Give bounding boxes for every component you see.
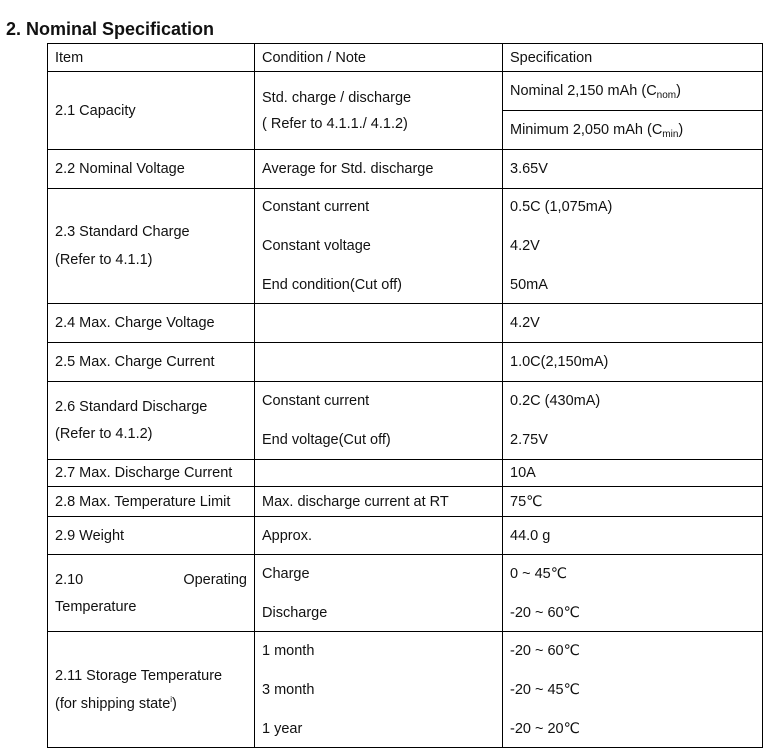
spec-line: -20 ~ 60℃ — [510, 604, 580, 621]
table-row-standard-charge — [48, 189, 763, 304]
cell-condition — [255, 304, 503, 343]
condition-line: Constant current — [262, 393, 370, 409]
table-row-capacity — [48, 72, 763, 111]
table-row-weight — [48, 517, 763, 555]
cell-condition-storage-temperature — [255, 632, 503, 748]
item-line: (Refer to 4.1.1) — [55, 252, 153, 268]
cell-spec: 4.2V — [503, 304, 763, 343]
cell-spec-standard-charge — [503, 189, 763, 304]
header-specification: Specification — [503, 44, 763, 72]
spec-line: -20 ~ 45℃ — [510, 681, 580, 698]
condition-line: Constant voltage — [262, 238, 371, 254]
cell-item: 2.4 Max. Charge Voltage — [48, 304, 255, 343]
spec-text-end: ) — [676, 83, 681, 99]
item-line: 2.6 Standard Discharge — [55, 399, 208, 415]
nominal-specification-table — [47, 43, 763, 748]
cell-condition — [255, 343, 503, 382]
table-row-max-charge-voltage — [48, 304, 763, 343]
table-row-storage-temperature — [48, 632, 763, 748]
item-line: 2.3 Standard Charge — [55, 224, 190, 240]
cell-spec-capacity-min — [503, 111, 763, 150]
spec-line: 0 ~ 45℃ — [510, 565, 568, 582]
cell-item-storage-temperature — [48, 632, 255, 748]
cell-spec-storage-temperature — [503, 632, 763, 748]
cell-spec: 44.0 g — [503, 517, 763, 555]
table-row-max-charge-current — [48, 343, 763, 382]
spec-line: 4.2V — [510, 238, 540, 254]
table-row-max-discharge-current — [48, 460, 763, 487]
condition-line: ( Refer to 4.1.1./ 4.1.2) — [262, 115, 408, 132]
cell-condition: Approx. — [255, 517, 503, 555]
condition-line: Discharge — [262, 604, 328, 621]
cell-spec-operating-temperature — [503, 555, 763, 632]
spec-text: Nominal 2,150 mAh (C — [510, 83, 657, 99]
cell-item-standard-discharge — [48, 382, 255, 460]
item-text-end: ) — [172, 695, 177, 712]
spec-text: Minimum 2,050 mAh (C — [510, 122, 663, 138]
item-word: Operating — [183, 571, 247, 588]
footnote-marker: i — [170, 694, 173, 704]
table-row-operating-temperature — [48, 555, 763, 632]
spec-line: 0.5C (1,075mA) — [510, 199, 613, 215]
header-row — [48, 44, 763, 72]
cell-item-standard-charge — [48, 189, 255, 304]
subscript-min: min — [662, 129, 679, 140]
cell-condition: Average for Std. discharge — [255, 150, 503, 189]
spec-line: -20 ~ 60℃ — [510, 642, 580, 659]
condition-line: 1 year — [262, 720, 303, 737]
item-line: 2.11 Storage Temperature — [55, 667, 223, 684]
cell-spec: 10A — [503, 460, 763, 487]
condition-line: End condition(Cut off) — [262, 277, 402, 293]
table-row-standard-discharge — [48, 382, 763, 460]
condition-line: Std. charge / discharge — [262, 89, 412, 106]
cell-spec-standard-discharge — [503, 382, 763, 460]
cell-condition-standard-charge — [255, 189, 503, 304]
cell-item: 2.5 Max. Charge Current — [48, 343, 255, 382]
condition-line: 1 month — [262, 642, 315, 659]
item-number: 2.10 — [55, 571, 84, 588]
cell-condition-operating-temperature — [255, 555, 503, 632]
subscript-nom: nom — [656, 90, 677, 101]
item-text: (for shipping state — [55, 695, 171, 712]
item-line: (Refer to 4.1.2) — [55, 426, 153, 442]
cell-spec: 3.65V — [503, 150, 763, 189]
condition-line: End voltage(Cut off) — [262, 432, 391, 448]
cell-condition-standard-discharge — [255, 382, 503, 460]
cell-item: 2.7 Max. Discharge Current — [48, 460, 255, 487]
cell-condition — [255, 460, 503, 487]
cell-item-capacity: 2.1 Capacity — [48, 72, 255, 150]
item-line — [55, 694, 247, 714]
cell-item: 2.8 Max. Temperature Limit — [48, 487, 255, 517]
section-heading: 2. Nominal Specification — [6, 19, 215, 39]
condition-line: Constant current — [262, 199, 370, 215]
cell-spec-capacity-nominal — [503, 72, 763, 111]
header-item: Item — [48, 44, 255, 72]
cell-spec: 75℃ — [503, 487, 763, 517]
cell-item: 2.9 Weight — [48, 517, 255, 555]
spec-text-end: ) — [678, 122, 684, 138]
spec-line: 0.2C (430mA) — [510, 393, 601, 409]
condition-line: Charge — [262, 565, 310, 582]
condition-line: 3 month — [262, 681, 315, 698]
table-row-nominal-voltage — [48, 150, 763, 189]
item-line: Temperature — [55, 598, 137, 615]
table-row-max-temperature-limit — [48, 487, 763, 517]
spec-line: 50mA — [510, 277, 548, 293]
cell-item: 2.2 Nominal Voltage — [48, 150, 255, 189]
spec-line: -20 ~ 20℃ — [510, 720, 580, 737]
cell-condition-capacity — [255, 72, 503, 150]
cell-condition: Max. discharge current at RT — [255, 487, 503, 517]
item-line-justified — [55, 570, 247, 590]
spec-line: 2.75V — [510, 432, 548, 448]
cell-item-operating-temperature — [48, 555, 255, 632]
header-condition: Condition / Note — [255, 44, 503, 72]
cell-spec: 1.0C(2,150mA) — [503, 343, 763, 382]
